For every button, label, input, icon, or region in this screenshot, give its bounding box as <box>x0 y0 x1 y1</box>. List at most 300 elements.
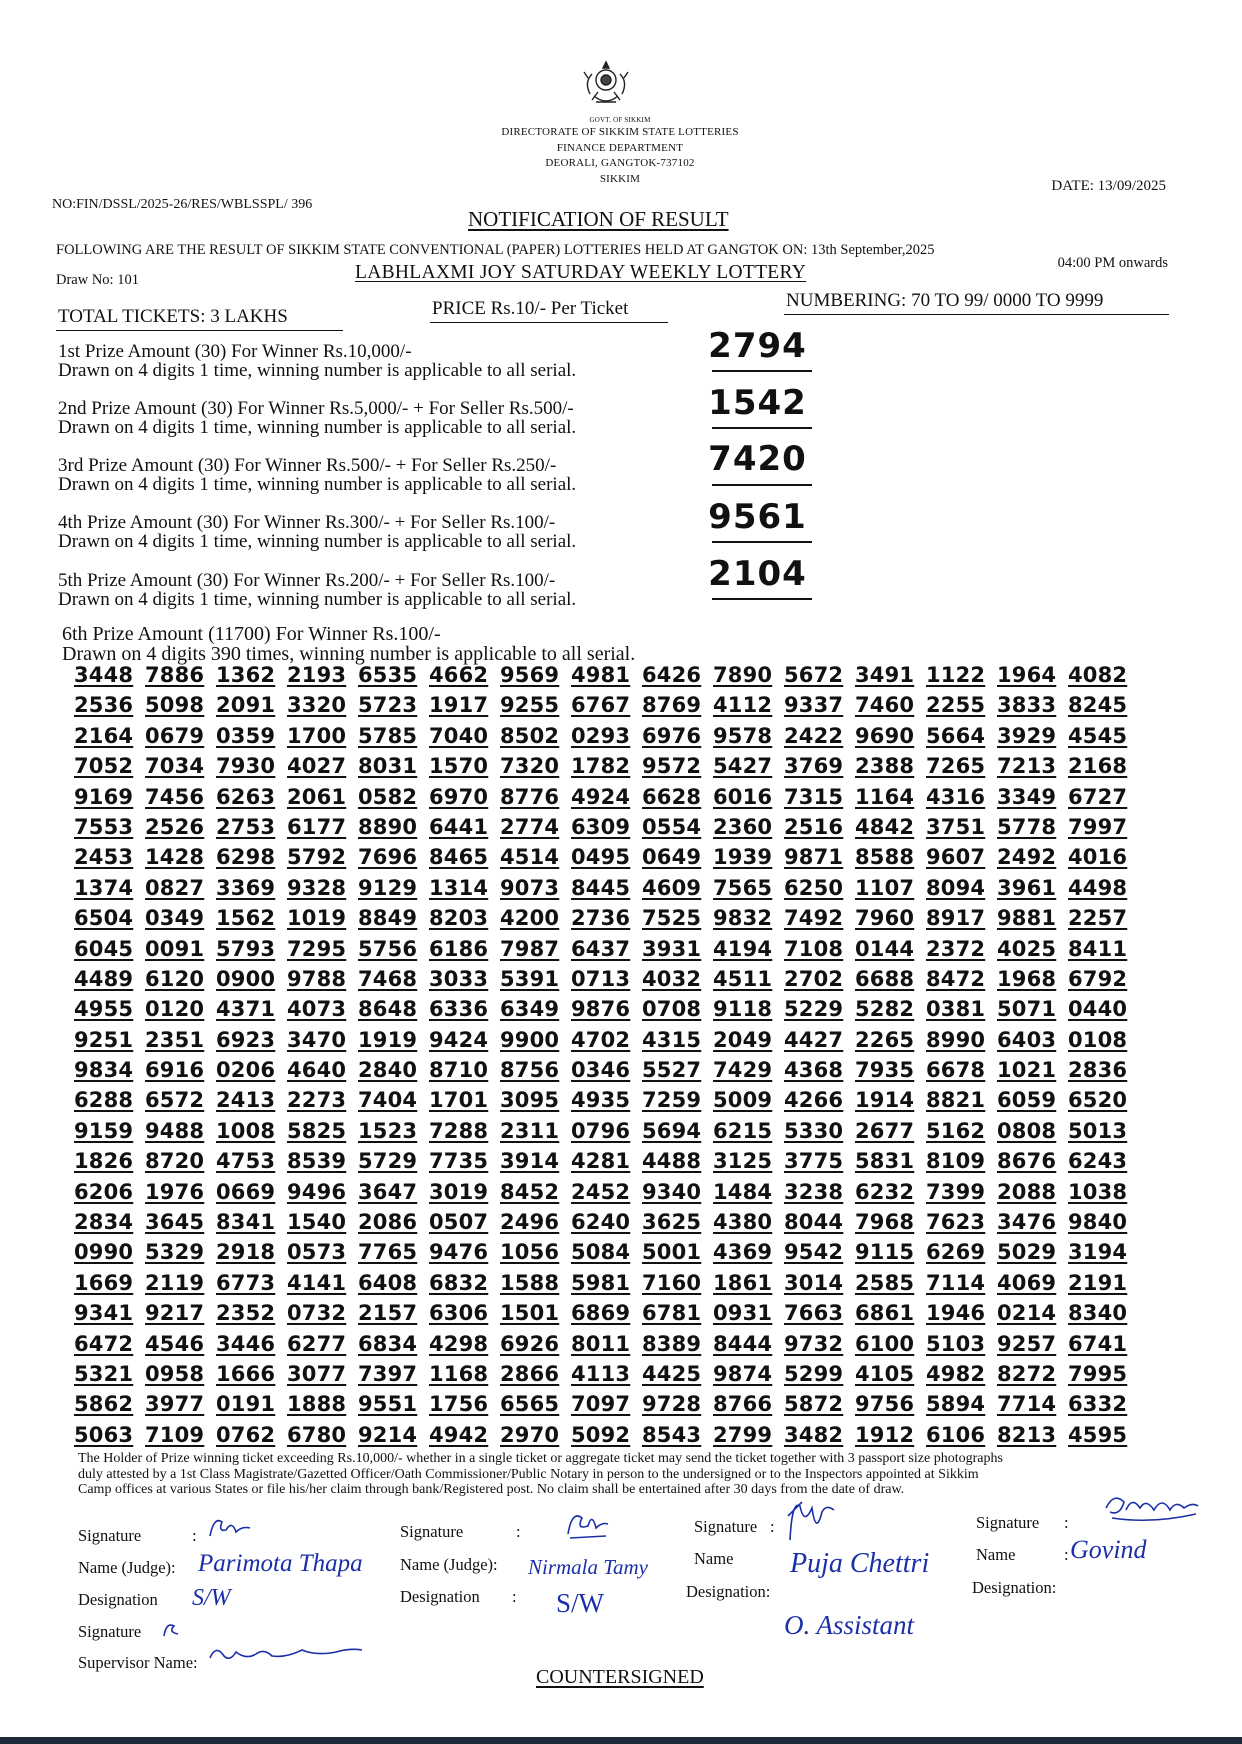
winning-number: 1669 <box>74 1270 134 1295</box>
prize-4-rule: Drawn on 4 digits 1 time, winning number is applicable to all serial. <box>58 531 577 552</box>
winning-number: 6250 <box>784 875 844 900</box>
winning-number: 0206 <box>216 1058 276 1083</box>
winning-number: 4194 <box>713 936 773 961</box>
winning-number: 8445 <box>571 875 631 900</box>
winning-number: 4427 <box>784 1027 844 1052</box>
winning-number: 6535 <box>358 663 418 687</box>
winning-number: 7399 <box>926 1179 986 1204</box>
winning-number: 0808 <box>997 1118 1057 1143</box>
winning-number: 3491 <box>855 663 915 687</box>
winning-number: 8389 <box>642 1331 702 1356</box>
winning-number: 5862 <box>74 1392 134 1417</box>
winning-number: 5299 <box>784 1361 844 1386</box>
winning-number: 9073 <box>500 875 560 900</box>
prize-6-number-grid <box>74 663 1158 1453</box>
winning-number: 0144 <box>855 936 915 961</box>
winning-number: 7935 <box>855 1058 915 1083</box>
official4-name: Govind <box>1070 1535 1147 1564</box>
winning-number: 4498 <box>1068 875 1128 900</box>
winning-number: 7714 <box>997 1392 1057 1417</box>
winning-number: 0554 <box>642 814 702 839</box>
winning-number: 5329 <box>145 1240 205 1265</box>
winning-number: 5162 <box>926 1118 986 1143</box>
winning-number: 1501 <box>500 1301 560 1326</box>
divider <box>784 314 1169 315</box>
winning-number: 9255 <box>500 693 560 718</box>
winning-number: 2677 <box>855 1118 915 1143</box>
winning-number: 9607 <box>926 845 986 870</box>
ticket-price: PRICE Rs.10/- Per Ticket <box>432 298 629 319</box>
winning-number: 7997 <box>1068 814 1128 839</box>
countersigned-label: COUNTERSIGNED <box>536 1666 704 1688</box>
winning-number: 5894 <box>926 1392 986 1417</box>
winning-number: 2360 <box>713 814 773 839</box>
winning-number: 9340 <box>642 1179 702 1204</box>
winning-number: 0713 <box>571 966 631 991</box>
winning-number: 9569 <box>500 663 560 687</box>
winning-number: 6177 <box>287 814 347 839</box>
winning-number: 8539 <box>287 1149 347 1174</box>
number-row <box>74 906 1158 936</box>
winning-number: 4595 <box>1068 1422 1128 1447</box>
winning-number: 4753 <box>216 1149 276 1174</box>
winning-number: 4032 <box>642 966 702 991</box>
winning-number: 2372 <box>926 936 986 961</box>
winning-number: 8340 <box>1068 1301 1128 1326</box>
winning-number: 7288 <box>429 1118 489 1143</box>
winning-number: 1021 <box>997 1058 1057 1083</box>
winning-number: 6298 <box>216 845 276 870</box>
winning-number: 9115 <box>855 1240 915 1265</box>
winning-number: 5729 <box>358 1149 418 1174</box>
winning-number: 4935 <box>571 1088 631 1113</box>
winning-number: 8720 <box>145 1149 205 1174</box>
winning-number: 4073 <box>287 997 347 1022</box>
signature-label: Signature <box>694 1517 758 1536</box>
winning-number: 8411 <box>1068 936 1128 961</box>
divider <box>430 322 668 323</box>
colon: : <box>516 1522 521 1541</box>
winning-number: 2088 <box>997 1179 1057 1204</box>
winning-number: 2799 <box>713 1422 773 1447</box>
winning-number: 6926 <box>500 1331 560 1356</box>
winning-number: 6861 <box>855 1301 915 1326</box>
prize-3-number: 7420 <box>708 439 807 479</box>
winning-number: 7097 <box>571 1392 631 1417</box>
winning-number: 8710 <box>429 1058 489 1083</box>
winning-number: 0679 <box>145 723 205 748</box>
winning-number: 5872 <box>784 1392 844 1417</box>
winning-number: 7109 <box>145 1422 205 1447</box>
winning-number: 5282 <box>855 997 915 1022</box>
page-title: NOTIFICATION OF RESULT <box>468 207 729 231</box>
winning-number: 4488 <box>642 1149 702 1174</box>
winning-number: 6106 <box>926 1422 986 1447</box>
prize-5-text <box>58 571 718 609</box>
winning-number: 5013 <box>1068 1118 1128 1143</box>
winning-number: 7456 <box>145 784 205 809</box>
winning-number: 3775 <box>784 1149 844 1174</box>
winning-number: 9756 <box>855 1392 915 1417</box>
winning-number: 6472 <box>74 1331 134 1356</box>
winning-number: 4981 <box>571 663 631 687</box>
state-name: SIKKIM <box>599 172 641 185</box>
prize-2-rule: Drawn on 4 digits 1 time, winning number is applicable to all serial. <box>58 417 577 438</box>
winning-number: 8044 <box>784 1210 844 1235</box>
number-row <box>74 1392 1158 1422</box>
winning-number: 8465 <box>429 845 489 870</box>
number-row <box>74 724 1158 754</box>
winning-number: 5672 <box>784 663 844 687</box>
winning-number: 7397 <box>358 1361 418 1386</box>
winning-number: 8472 <box>926 966 986 991</box>
winning-number: 0191 <box>216 1392 276 1417</box>
signature-label: Signature <box>78 1526 142 1545</box>
winning-number: 7565 <box>713 875 773 900</box>
winning-number: 6243 <box>1068 1149 1128 1174</box>
signature-label: Signature <box>976 1513 1040 1532</box>
winning-number: 5001 <box>642 1240 702 1265</box>
judge2-name: Nirmala Tamy <box>528 1555 649 1579</box>
winning-number: 0495 <box>571 845 631 870</box>
winning-number: 7968 <box>855 1210 915 1235</box>
number-row <box>74 845 1158 875</box>
winning-number: 4924 <box>571 784 631 809</box>
winning-number: 3448 <box>74 663 134 687</box>
winning-number: 6232 <box>855 1179 915 1204</box>
winning-number: 7404 <box>358 1088 418 1113</box>
winning-number: 5092 <box>571 1422 631 1447</box>
winning-number: 1964 <box>997 663 1057 687</box>
number-row <box>74 693 1158 723</box>
winning-number: 9551 <box>358 1392 418 1417</box>
number-row <box>74 876 1158 906</box>
winning-number: 9251 <box>74 1027 134 1052</box>
winning-number: 1917 <box>429 693 489 718</box>
winning-number: 3931 <box>642 936 702 961</box>
name-judge-label: Name (Judge): <box>400 1555 498 1574</box>
winning-number: 6045 <box>74 936 134 961</box>
winning-number: 9732 <box>784 1331 844 1356</box>
winning-number: 2255 <box>926 693 986 718</box>
winning-number: 2774 <box>500 814 560 839</box>
winning-number: 0293 <box>571 723 631 748</box>
winning-number: 1666 <box>216 1361 276 1386</box>
winning-number: 2388 <box>855 754 915 779</box>
prize-4-text <box>58 513 718 551</box>
winning-number: 7623 <box>926 1210 986 1235</box>
name-label: Name <box>976 1545 1016 1564</box>
winning-number: 8272 <box>997 1361 1057 1386</box>
winning-number: 2168 <box>1068 754 1128 779</box>
winning-number: 6727 <box>1068 784 1128 809</box>
judge2-designation: S/W <box>556 1588 605 1618</box>
winning-number: 3238 <box>784 1179 844 1204</box>
winning-number: 9118 <box>713 997 773 1022</box>
winning-number: 2061 <box>287 784 347 809</box>
winning-number: 1038 <box>1068 1179 1128 1204</box>
number-row <box>74 815 1158 845</box>
winning-number: 2453 <box>74 845 134 870</box>
winning-number: 7114 <box>926 1270 986 1295</box>
winning-number: 6781 <box>642 1301 702 1326</box>
winning-number: 2413 <box>216 1088 276 1113</box>
winning-number: 7213 <box>997 754 1057 779</box>
winning-number: 0762 <box>216 1422 276 1447</box>
winning-number: 0214 <box>997 1301 1057 1326</box>
winning-number: 7040 <box>429 723 489 748</box>
number-row <box>74 1119 1158 1149</box>
sikkim-emblem-icon <box>580 58 632 114</box>
winning-number: 4141 <box>287 1270 347 1295</box>
colon: : <box>512 1587 517 1606</box>
winning-number: 1122 <box>926 663 986 687</box>
winning-number: 4200 <box>500 906 560 931</box>
prize-6-rule: Drawn on 4 digits 390 times, winning number is applicable to all serial. <box>62 643 636 665</box>
winning-number: 9840 <box>1068 1210 1128 1235</box>
prize-6-text <box>62 624 635 664</box>
winning-number: 2736 <box>571 906 631 931</box>
draw-time: 04:00 PM onwards <box>1057 255 1168 271</box>
winning-number: 7525 <box>642 906 702 931</box>
winning-number: 4016 <box>1068 845 1128 870</box>
winning-number: 4316 <box>926 784 986 809</box>
colon: : <box>192 1526 197 1545</box>
name-label: Name <box>694 1549 734 1568</box>
designation-label: Designation: <box>686 1582 771 1601</box>
winning-number: 8890 <box>358 814 418 839</box>
winning-number: 0582 <box>358 784 418 809</box>
winning-number: 6923 <box>216 1027 276 1052</box>
winning-number: 2193 <box>287 663 347 687</box>
winning-number: 5029 <box>997 1240 1057 1265</box>
winning-number: 2257 <box>1068 906 1128 931</box>
winning-number: 5009 <box>713 1088 773 1113</box>
disclaimer-line: The Holder of Prize winning ticket exceeding Rs.10,000/- whether in a single ticket or aggregate ticket may send the ticket together with 3 passport size photographs <box>78 1451 1003 1466</box>
winning-number: 1782 <box>571 754 631 779</box>
winning-number: 3470 <box>287 1027 347 1052</box>
winning-number: 7492 <box>784 906 844 931</box>
winning-number: 7460 <box>855 693 915 718</box>
letterhead <box>430 115 810 187</box>
winning-number: 0108 <box>1068 1027 1128 1052</box>
winning-number: 0573 <box>287 1240 347 1265</box>
winning-number: 1939 <box>713 845 773 870</box>
winning-number: 0931 <box>713 1301 773 1326</box>
number-row <box>74 997 1158 1027</box>
winning-number: 7890 <box>713 663 773 687</box>
winning-number: 7315 <box>784 784 844 809</box>
number-row <box>74 1271 1158 1301</box>
winning-number: 7735 <box>429 1149 489 1174</box>
winning-number: 6332 <box>1068 1392 1128 1417</box>
prize-5-rule: Drawn on 4 digits 1 time, winning number is applicable to all serial. <box>58 589 577 610</box>
notification-date: DATE: 13/09/2025 <box>1051 178 1166 194</box>
winning-number: 9328 <box>287 875 347 900</box>
winning-number: 2265 <box>855 1027 915 1052</box>
winning-number: 1756 <box>429 1392 489 1417</box>
winning-number: 6408 <box>358 1270 418 1295</box>
prize-3-amount: 3rd Prize Amount (30) For Winner Rs.500/- + For Seller Rs.250/- <box>58 455 557 476</box>
winning-number: 8756 <box>500 1058 560 1083</box>
winning-number: 8011 <box>571 1331 631 1356</box>
prize-1-number: 2794 <box>708 326 807 366</box>
winning-number: 2918 <box>216 1240 276 1265</box>
divider <box>56 330 343 331</box>
winning-number: 5694 <box>642 1118 702 1143</box>
supervisor-name-label: Supervisor Name: <box>78 1653 198 1672</box>
winning-number: 6059 <box>997 1088 1057 1113</box>
winning-number: 8990 <box>926 1027 986 1052</box>
divider <box>712 370 812 372</box>
number-row <box>74 1028 1158 1058</box>
winning-number: 1164 <box>855 784 915 809</box>
winning-number: 8502 <box>500 723 560 748</box>
winning-number: 0827 <box>145 875 205 900</box>
winning-number: 3751 <box>926 814 986 839</box>
winning-number: 2086 <box>358 1210 418 1235</box>
winning-number: 4609 <box>642 875 702 900</box>
winning-number: 7034 <box>145 754 205 779</box>
winning-number: 9578 <box>713 723 773 748</box>
winning-number: 0120 <box>145 997 205 1022</box>
winning-number: 0732 <box>287 1301 347 1326</box>
prize-2-amount: 2nd Prize Amount (30) For Winner Rs.5,000/- + For Seller Rs.500/- <box>58 398 574 419</box>
winning-number: 6520 <box>1068 1088 1128 1113</box>
winning-number: 6426 <box>642 663 702 687</box>
number-row <box>74 1058 1158 1088</box>
winning-number: 4380 <box>713 1210 773 1235</box>
winning-number: 3977 <box>145 1392 205 1417</box>
winning-number: 6688 <box>855 966 915 991</box>
winning-number: 3194 <box>1068 1240 1128 1265</box>
colon: : <box>1064 1513 1069 1532</box>
winning-number: 2164 <box>74 723 134 748</box>
winning-number: 2157 <box>358 1301 418 1326</box>
winning-number: 0507 <box>429 1210 489 1235</box>
number-row <box>74 937 1158 967</box>
prize-1-text <box>58 342 718 380</box>
winning-number: 8203 <box>429 906 489 931</box>
winning-number: 1314 <box>429 875 489 900</box>
winning-number: 3645 <box>145 1210 205 1235</box>
winning-number: 0708 <box>642 997 702 1022</box>
winning-number: 8245 <box>1068 693 1128 718</box>
winning-number: 7696 <box>358 845 418 870</box>
prize-1-rule: Drawn on 4 digits 1 time, winning number is applicable to all serial. <box>58 360 577 381</box>
winning-number: 1826 <box>74 1149 134 1174</box>
winning-number: 9788 <box>287 966 347 991</box>
winning-number: 7320 <box>500 754 560 779</box>
number-row <box>74 1180 1158 1210</box>
prize-6-amount: 6th Prize Amount (11700) For Winner Rs.100/- <box>62 623 441 645</box>
winning-number: 5825 <box>287 1118 347 1143</box>
winning-number: 4105 <box>855 1361 915 1386</box>
winning-number: 2866 <box>500 1361 560 1386</box>
winning-number: 1362 <box>216 663 276 687</box>
winning-number: 7930 <box>216 754 276 779</box>
winning-number: 4069 <box>997 1270 1057 1295</box>
winning-number: 0958 <box>145 1361 205 1386</box>
winning-number: 7259 <box>642 1088 702 1113</box>
winning-number: 2351 <box>145 1027 205 1052</box>
winning-number: 8821 <box>926 1088 986 1113</box>
winning-number: 4545 <box>1068 723 1128 748</box>
winning-number: 7429 <box>713 1058 773 1083</box>
winning-number: 3769 <box>784 754 844 779</box>
winning-number: 6504 <box>74 906 134 931</box>
winning-number: 7553 <box>74 814 134 839</box>
winning-number: 9871 <box>784 845 844 870</box>
winning-number: 4511 <box>713 966 773 991</box>
winning-number: 3914 <box>500 1149 560 1174</box>
winning-number: 3033 <box>429 966 489 991</box>
winning-number: 2119 <box>145 1270 205 1295</box>
winning-number: 5831 <box>855 1149 915 1174</box>
winning-number: 9488 <box>145 1118 205 1143</box>
winning-number: 1523 <box>358 1118 418 1143</box>
winning-number: 4489 <box>74 966 134 991</box>
winning-number: 9217 <box>145 1301 205 1326</box>
winning-number: 5756 <box>358 936 418 961</box>
winning-number: 0990 <box>74 1240 134 1265</box>
winning-number: 9876 <box>571 997 631 1022</box>
winning-number: 4546 <box>145 1331 205 1356</box>
winning-number: 4025 <box>997 936 1057 961</box>
winning-number: 1588 <box>500 1270 560 1295</box>
winning-number: 5063 <box>74 1422 134 1447</box>
number-row <box>74 785 1158 815</box>
winning-number: 9834 <box>74 1058 134 1083</box>
signature-scribble-icon <box>160 1618 184 1642</box>
winning-number: 8031 <box>358 754 418 779</box>
winning-number: 9129 <box>358 875 418 900</box>
winning-number: 5321 <box>74 1361 134 1386</box>
winning-number: 8766 <box>713 1392 773 1417</box>
winning-number: 6916 <box>145 1058 205 1083</box>
winning-number: 4082 <box>1068 663 1128 687</box>
winning-number: 0381 <box>926 997 986 1022</box>
winning-number: 9874 <box>713 1361 773 1386</box>
winning-number: 8341 <box>216 1210 276 1235</box>
winning-number: 4425 <box>642 1361 702 1386</box>
winning-number: 3019 <box>429 1179 489 1204</box>
disclaimer-line: Camp offices at various States or file his/her claim through bank/Registered post. No claim shall be entertained after 30 days from the date of draw. <box>78 1482 905 1497</box>
winning-number: 8648 <box>358 997 418 1022</box>
winning-number: 4514 <box>500 845 560 870</box>
winning-number: 5229 <box>784 997 844 1022</box>
winning-number: 6215 <box>713 1118 773 1143</box>
winning-number: 7765 <box>358 1240 418 1265</box>
winning-number: 9169 <box>74 784 134 809</box>
winning-number: 0091 <box>145 936 205 961</box>
winning-number: 4368 <box>784 1058 844 1083</box>
winning-number: 7468 <box>358 966 418 991</box>
designation-label: Designation <box>78 1590 158 1609</box>
winning-number: 6572 <box>145 1088 205 1113</box>
winning-number: 8769 <box>642 693 702 718</box>
winning-number: 2834 <box>74 1210 134 1235</box>
winning-number: 1570 <box>429 754 489 779</box>
winning-number: 3446 <box>216 1331 276 1356</box>
winning-number: 2585 <box>855 1270 915 1295</box>
winning-number: 9832 <box>713 906 773 931</box>
winning-number: 1374 <box>74 875 134 900</box>
winning-number: 7295 <box>287 936 347 961</box>
winning-number: 2836 <box>1068 1058 1128 1083</box>
winning-number: 6100 <box>855 1331 915 1356</box>
supervisor-signature-icon <box>206 1638 366 1668</box>
